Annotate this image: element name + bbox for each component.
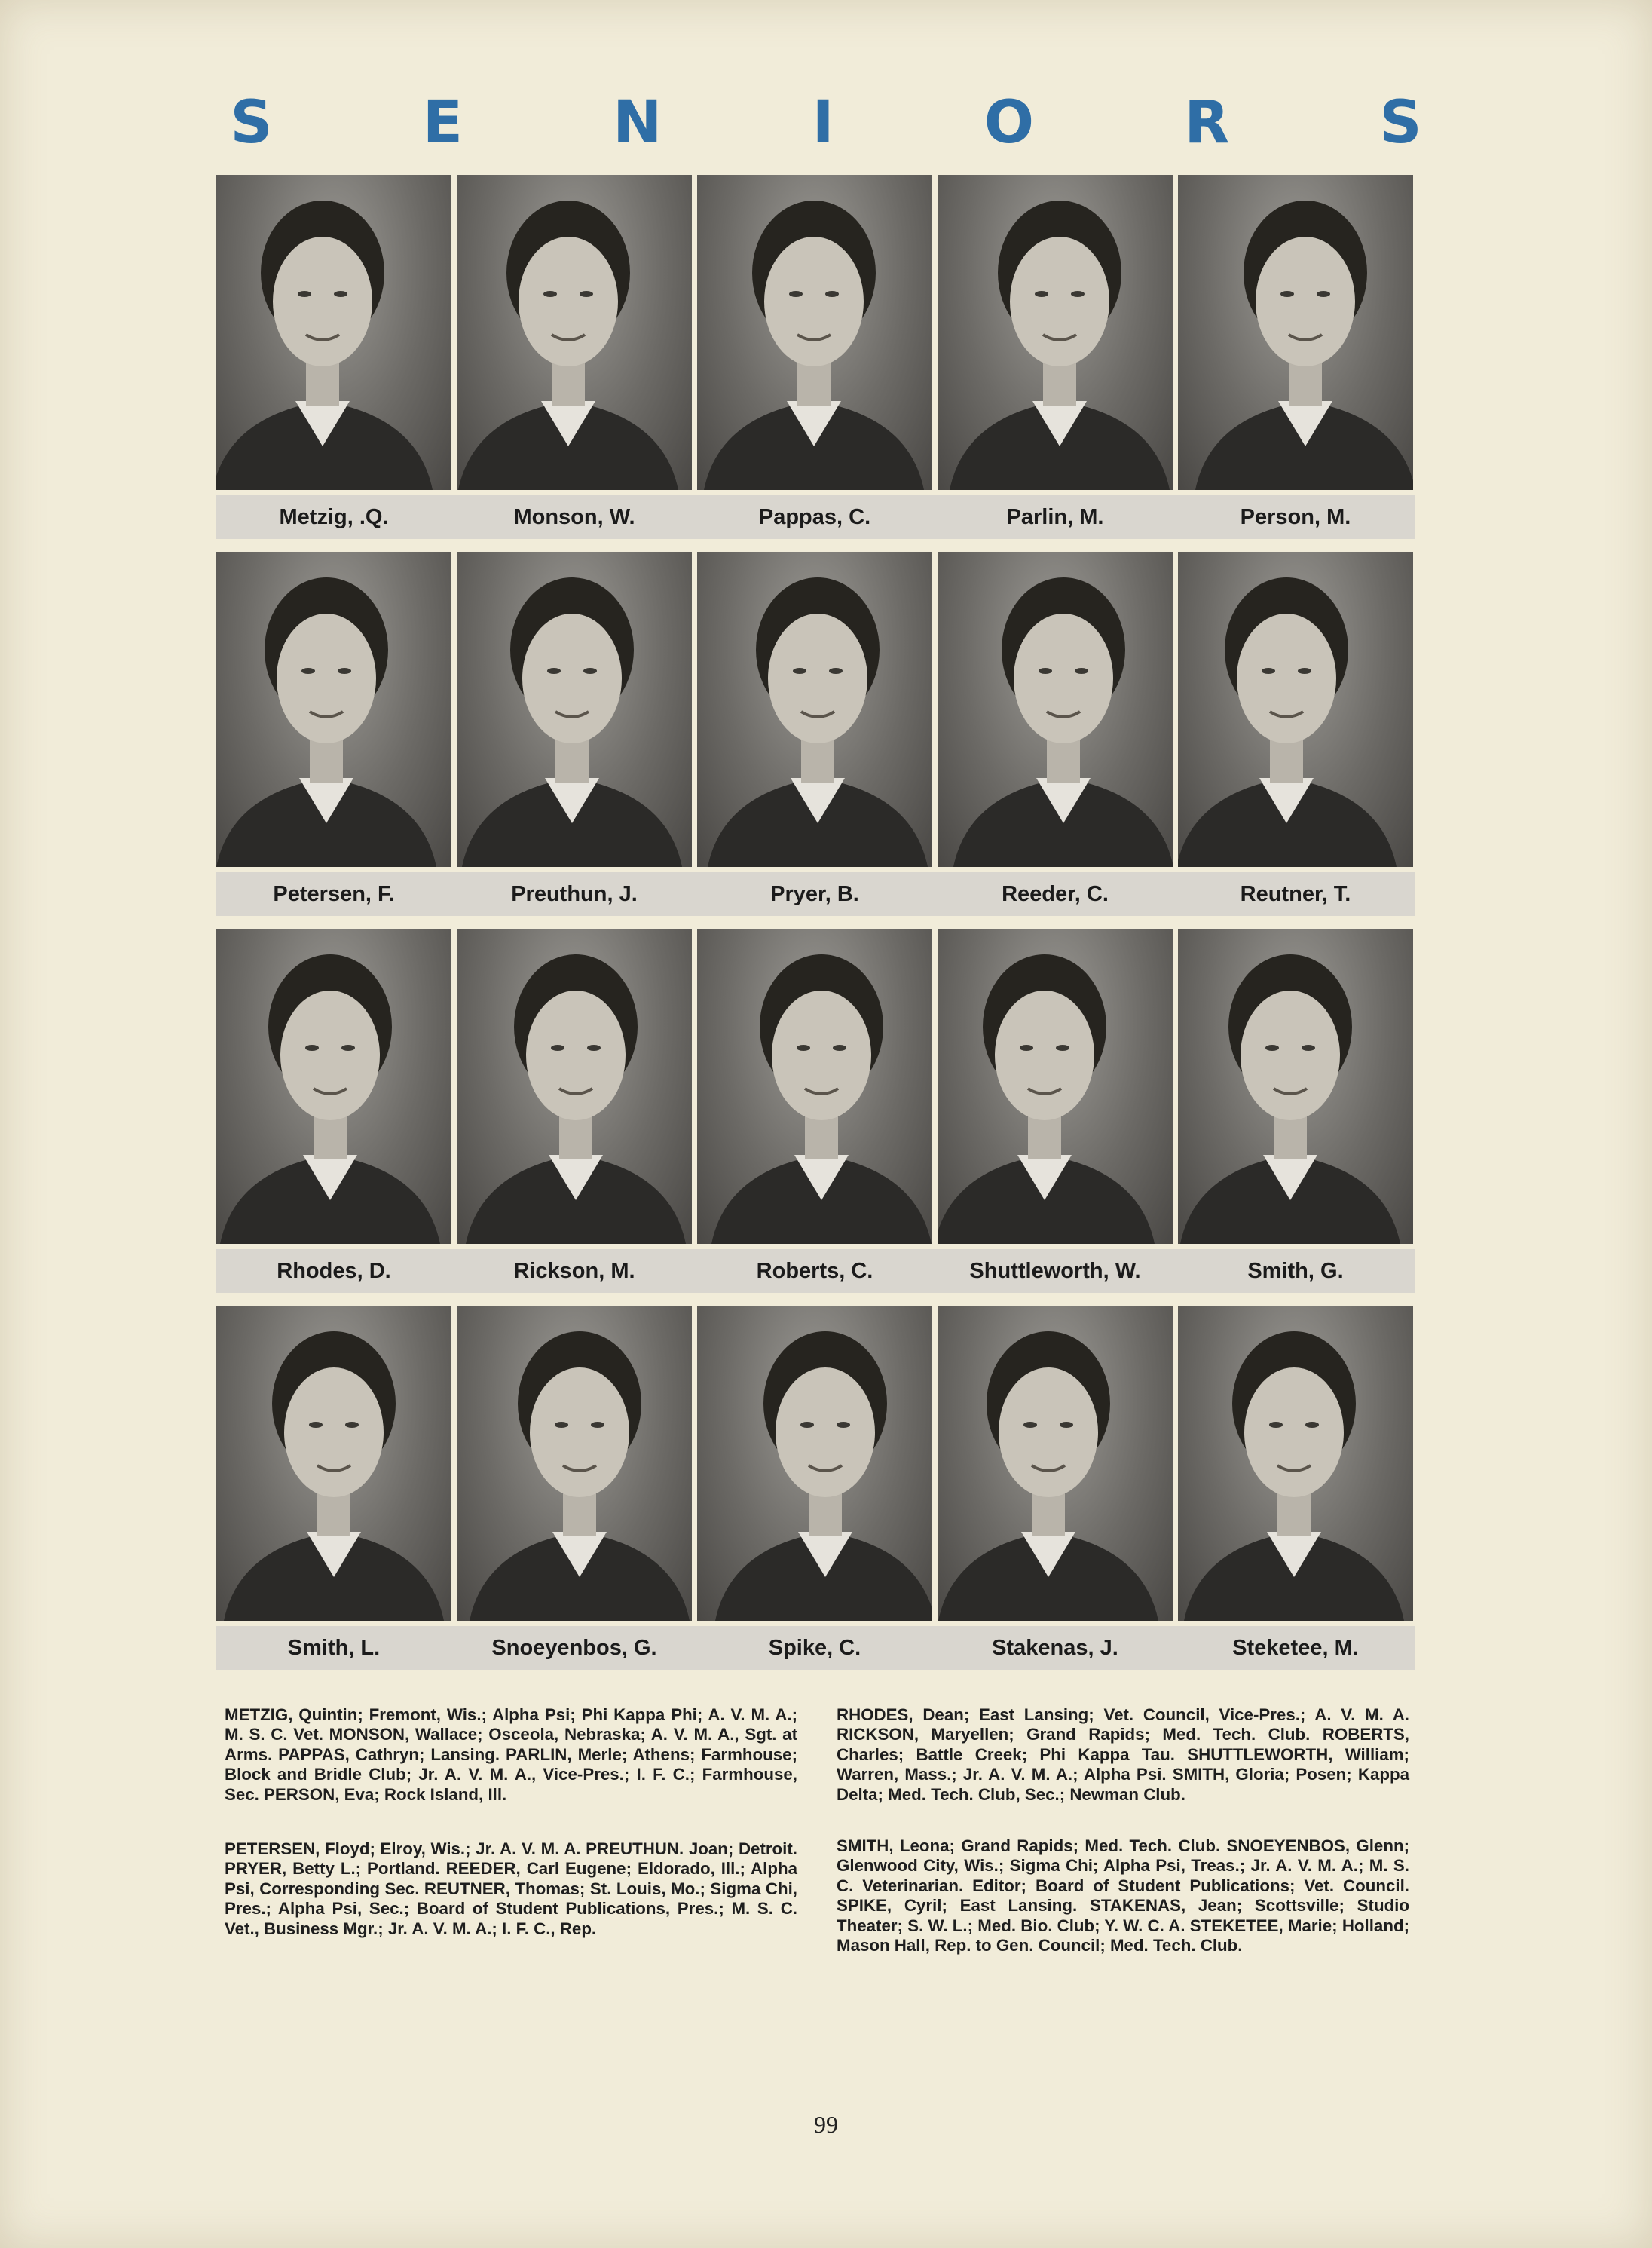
portrait-face (999, 1367, 1098, 1497)
portrait-eye (1023, 1422, 1037, 1428)
portrait-photo (216, 929, 451, 1244)
portrait-photo (457, 175, 692, 490)
name-bar (216, 872, 1415, 916)
portrait-eye (837, 1422, 850, 1428)
portrait-photo (938, 175, 1173, 490)
portrait-face (530, 1367, 629, 1497)
portrait-photo (457, 929, 692, 1244)
portrait-silhouette (457, 552, 692, 867)
portrait-eye (305, 1045, 319, 1051)
student-name: Stakenas, J. (992, 1636, 1118, 1660)
portrait-silhouette (697, 175, 932, 490)
portrait-eye (338, 668, 351, 674)
portrait-photo (938, 929, 1173, 1244)
bio-paragraph: RHODES, Dean; East Lansing; Vet. Council, Vice-Pres.; A. V. M. A. RICKSON, Maryellen; Grand Rapids; Med. Tech. Club. ROBERTS, Charles; Battle Creek; Phi Kappa Tau. SHUTTLEWORTH, William; Warren, Mass.; Jr. A. V. M. A.; Alpha Psi. SMITH, Gloria; Posen; Kappa Delta; Med. Tech. Club, Sec.; Newman Club. (837, 1705, 1409, 1804)
portrait-eye (555, 1422, 568, 1428)
portrait-photo (216, 552, 451, 867)
student-name: Reutner, T. (1240, 882, 1351, 906)
portrait-face (1256, 237, 1355, 366)
portrait-silhouette (216, 929, 451, 1244)
student-name: Steketee, M. (1232, 1636, 1359, 1660)
portrait-eye (547, 668, 561, 674)
portrait-face (995, 991, 1094, 1120)
portrait-silhouette (697, 552, 932, 867)
student-name: Rickson, M. (513, 1259, 635, 1283)
portrait-silhouette (216, 1306, 451, 1621)
portrait-face (522, 614, 622, 743)
portrait-face (1014, 614, 1113, 743)
student-name: Parlin, M. (1006, 505, 1104, 529)
portrait-face (1237, 614, 1336, 743)
portrait-eye (1269, 1422, 1283, 1428)
portrait-silhouette (697, 1306, 932, 1621)
portrait-photo (457, 552, 692, 867)
portrait-eye (789, 291, 803, 297)
portrait-eye (1071, 291, 1085, 297)
portrait-eye (587, 1045, 601, 1051)
student-name: Pappas, C. (758, 505, 871, 529)
portrait-silhouette (457, 929, 692, 1244)
name-bar (216, 1249, 1415, 1293)
name-bar (216, 1626, 1415, 1670)
student-name: Smith, L. (287, 1636, 381, 1660)
student-name: Pryer, B. (770, 882, 859, 906)
portrait-eye (1039, 668, 1052, 674)
portrait-face (1244, 1367, 1344, 1497)
portrait-silhouette (1178, 175, 1413, 490)
portrait-silhouette (457, 1306, 692, 1621)
portrait-photo (1178, 175, 1413, 490)
portrait-face (277, 614, 376, 743)
portrait-silhouette (938, 175, 1173, 490)
student-name: Monson, W. (513, 505, 635, 529)
portrait-photo (1178, 929, 1413, 1244)
portrait-eye (1265, 1045, 1279, 1051)
portrait-eye (829, 668, 843, 674)
student-name: Roberts, C. (756, 1259, 873, 1283)
portrait-photo (1178, 1306, 1413, 1621)
bio-paragraph: PETERSEN, Floyd; Elroy, Wis.; Jr. A. V. M. A. PREUTHUN. Joan; Detroit. PRYER, Betty L.; Portland. REEDER, Carl Eugene; Eldorado, Ill.; Alpha Psi, Corresponding Sec. REUTNER, Thomas; St. Louis, Mo.; Sigma Chi, Pres.; Alpha Psi, Sec.; Board of Student Publications, Pres.; M. S. C. Vet., Business Mgr.; Jr. A. V. M. A.; I. F. C., Rep. (225, 1839, 797, 1938)
portrait-face (1241, 991, 1340, 1120)
portrait-silhouette (457, 175, 692, 490)
student-name: Person, M. (1240, 505, 1351, 529)
student-name: Shuttleworth, W. (969, 1259, 1141, 1283)
portrait-eye (1075, 668, 1088, 674)
portrait-photo (1178, 552, 1413, 867)
portrait-photo (938, 552, 1173, 867)
portrait-photo (697, 1306, 932, 1621)
portrait-silhouette (938, 552, 1173, 867)
bio-paragraph: SMITH, Leona; Grand Rapids; Med. Tech. Club. SNOEYENBOS, Glenn; Glenwood City, Wis.; Sigma Chi; Alpha Psi, Treas.; Jr. A. V. M. A.; M. S. C. Veterinarian. Editor; Board of Student Publications; Vet. Council. SPIKE, Cyril; East Lansing. STAKENAS, Jean; Scottsville; Studio Theater; S. W. L.; Med. Bio. Club; Y. W. C. A. STEKETEE, Marie; Holland; Mason Hall, Rep. to Gen. Council; Med. Tech. Club. (837, 1836, 1409, 1956)
portrait-eye (1020, 1045, 1033, 1051)
page-number: 99 (814, 2111, 838, 2138)
portrait-eye (551, 1045, 564, 1051)
portrait-eye (301, 668, 315, 674)
student-name: Reeder, C. (1002, 882, 1109, 906)
portrait-eye (583, 668, 597, 674)
portrait-face (526, 991, 626, 1120)
portrait-row (216, 920, 1415, 1297)
portrait-face (273, 237, 372, 366)
portrait-eye (1035, 291, 1048, 297)
portrait-eye (1056, 1045, 1069, 1051)
portrait-silhouette (1178, 552, 1413, 867)
student-name: Metzig, .Q. (279, 505, 389, 529)
portrait-eye (1305, 1422, 1319, 1428)
student-name: Snoeyenbos, G. (491, 1636, 657, 1660)
name-bar (216, 495, 1415, 539)
portrait-face (519, 237, 618, 366)
portrait-silhouette (1178, 929, 1413, 1244)
portrait-eye (345, 1422, 359, 1428)
portrait-photo (697, 175, 932, 490)
portrait-eye (793, 668, 806, 674)
portrait-silhouette (1178, 1306, 1413, 1621)
portrait-eye (341, 1045, 355, 1051)
portrait-eye (825, 291, 839, 297)
portrait-photo (697, 552, 932, 867)
portrait-photo (216, 1306, 451, 1621)
portrait-face (764, 237, 864, 366)
portrait-face (776, 1367, 875, 1497)
student-name: Rhodes, D. (277, 1259, 391, 1283)
portrait-face (280, 991, 380, 1120)
portrait-eye (309, 1422, 323, 1428)
portrait-face (772, 991, 871, 1120)
portrait-eye (1302, 1045, 1315, 1051)
page-title: S E N I O R S (230, 89, 1487, 157)
portrait-eye (833, 1045, 846, 1051)
portrait-row (216, 175, 1415, 552)
portrait-silhouette (216, 175, 451, 490)
portrait-photo (938, 1306, 1173, 1621)
student-name: Smith, G. (1247, 1259, 1344, 1283)
portrait-face (1010, 237, 1109, 366)
portrait-silhouette (697, 929, 932, 1244)
bio-paragraph: METZIG, Quintin; Fremont, Wis.; Alpha Psi; Phi Kappa Phi; A. V. M. A.; M. S. C. Vet. MONSON, Wallace; Osceola, Nebraska; A. V. M. A., Sgt. at Arms. PAPPAS, Cathryn; Lansing. PARLIN, Merle; Athens; Farmhouse; Block and Bridle Club; Jr. A. V. M. A., Vice-Pres.; I. F. C.; Farmhouse, Sec. PERSON, Eva; Rock Island, Ill. (225, 1705, 797, 1804)
portrait-eye (797, 1045, 810, 1051)
portrait-photo (216, 175, 451, 490)
portrait-photo (697, 929, 932, 1244)
portrait-eye (334, 291, 347, 297)
portrait-eye (1262, 668, 1275, 674)
student-name: Petersen, F. (273, 882, 395, 906)
student-name: Preuthun, J. (511, 882, 638, 906)
portrait-eye (543, 291, 557, 297)
portrait-eye (298, 291, 311, 297)
portrait-eye (580, 291, 593, 297)
portrait-eye (1280, 291, 1294, 297)
portrait-face (284, 1367, 384, 1497)
portrait-silhouette (938, 929, 1173, 1244)
portrait-photo (457, 1306, 692, 1621)
portrait-eye (1060, 1422, 1073, 1428)
portrait-silhouette (938, 1306, 1173, 1621)
student-name: Spike, C. (768, 1636, 861, 1660)
portrait-face (768, 614, 867, 743)
portrait-eye (1317, 291, 1330, 297)
portrait-eye (591, 1422, 604, 1428)
portrait-row (216, 543, 1415, 920)
portrait-eye (800, 1422, 814, 1428)
portrait-eye (1298, 668, 1311, 674)
portrait-silhouette (216, 552, 451, 867)
portrait-row (216, 1297, 1415, 1674)
